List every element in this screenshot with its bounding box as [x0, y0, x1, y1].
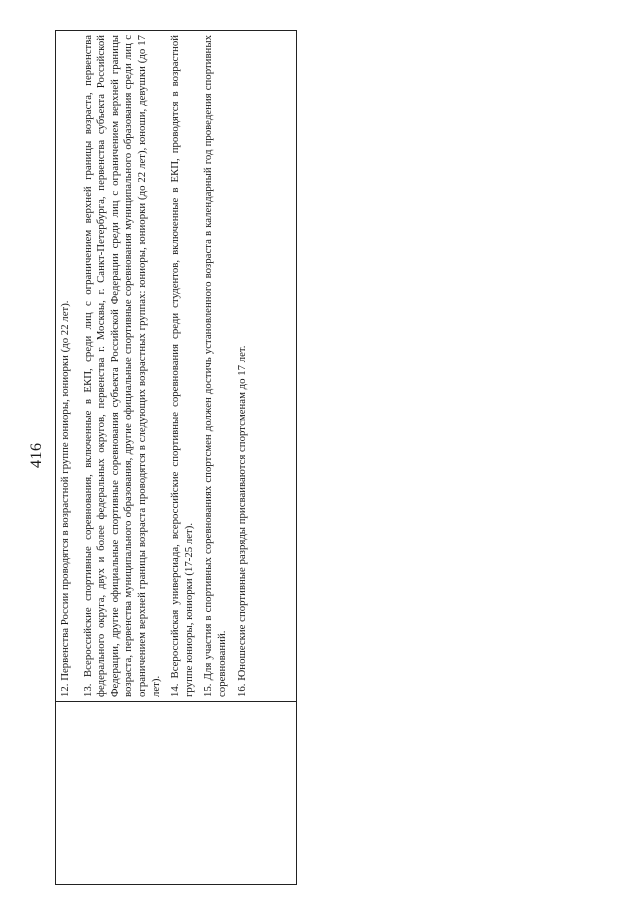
rule-item-14: 14. Всероссийская универсиада, всероссийские спортивные соревнования среди студентов, включенные в ЕКП, проводятся в возрастной группе юниоры, юниорки (17-25 лет).	[169, 35, 195, 697]
page-number: 416	[28, 442, 45, 468]
table-right-column	[56, 31, 296, 701]
regulation-table	[55, 30, 297, 885]
rule-item-15: 15. Для участия в спортивных соревнованиях спортсмен должен достичь установленного возраста в календарный год проведения спортивных соревнований.	[202, 35, 228, 697]
rule-item-16: 16. Юношеские спортивные разряды присваиваются спортсменам до 17 лет.	[235, 345, 248, 697]
table-left-column	[56, 701, 296, 884]
rule-item-12: 12. Первенства России проводятся в возрастной группе юниоры, юниорки (до 22 лет).	[59, 300, 71, 697]
rule-item-13: 13. Всероссийские спортивные соревнования, включенные в ЕКП, среди лиц с ограничением верхней границы возраста, первенства федерального округа, двух и более федеральных округов, первенства г. Москвы, г. Санкт-Петербурга, первенства субъекта Российской Федерации, другие официальные спортивные соревнования субъекта Российской Федерации среди лиц с ограничением верхней границы возраста, первенства муниципального образования, другие официальные спортивные соревнования муниципального образования среди лиц с ограничением верхней границы возраста проводятся в следующих возрастных группах: юниоры, юниорки (до 22 лет), юноши, девушки (до 17 лет).	[81, 35, 162, 697]
